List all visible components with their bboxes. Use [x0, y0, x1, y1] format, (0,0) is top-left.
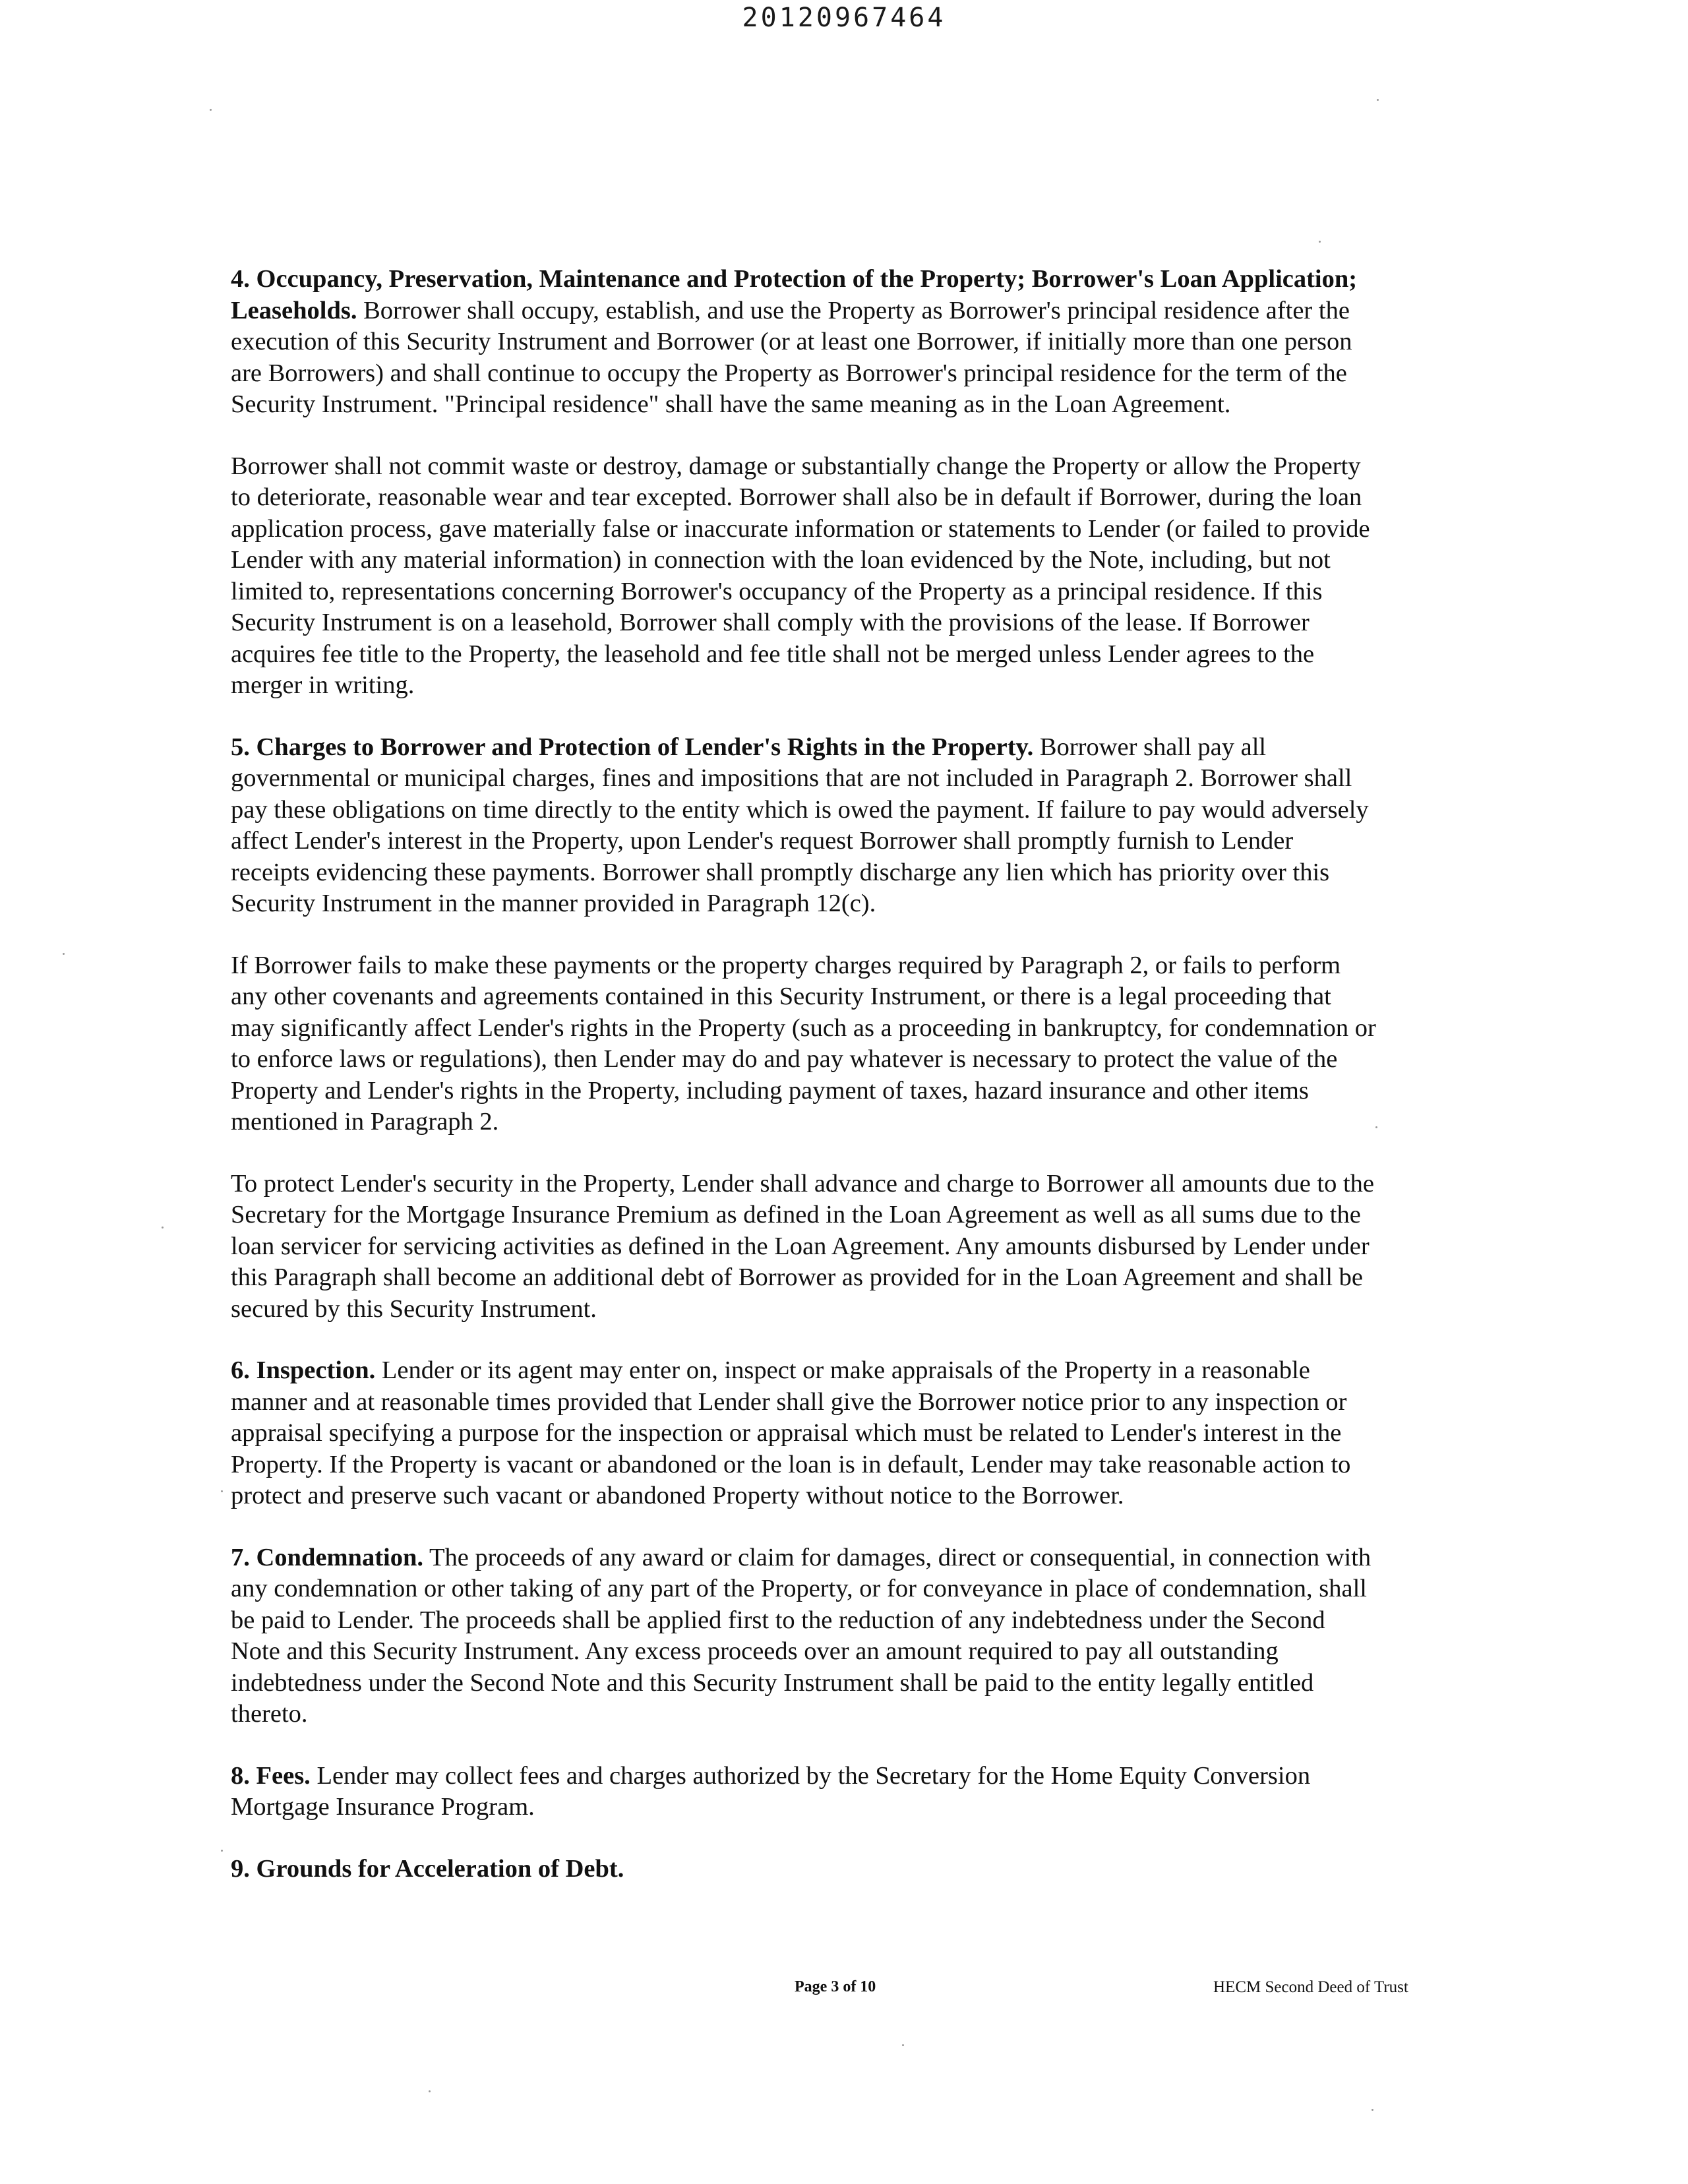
section-heading: 5. Charges to Borrower and Protection of Lender's Rights in the Property.	[231, 733, 1034, 761]
document-body	[231, 264, 1378, 1915]
section-4-waste-paragraph	[231, 451, 1378, 702]
section-text: To protect Lender's security in the Property, Lender shall advance and charge to Borrower all amounts due to the Secretary for the Mortgage Insurance Premium as defined in the Loan Agreement as well as all sums due to the loan servicer for servicing activities as defined in the Loan Agreement. Any amounts disbursed by Lender under this Paragraph shall become an additional debt of Borrower as provided for in the Loan Agreement and shall be secured by this Security Instrument.	[231, 1169, 1375, 1323]
document-number: 20120967464	[742, 3, 946, 33]
scan-speck	[1319, 241, 1321, 243]
section-text: Borrower shall occupy, establish, and use the Property as Borrower's principal residence after the execution of this Security Instrument and Borrower (or at least one Borrower, if initially more than one person are Borrowers) and shall continue to occupy the Property as Borrower's principal residence for the term of the Security Instrument. "Principal residence" shall have the same meaning as in the Loan Agreement.	[231, 296, 1352, 418]
section-text: Borrower shall not commit waste or destroy, damage or substantially change the Property or allow the Property to deteriorate, reasonable wear and tear excepted. Borrower shall also be in default if Borrower, during the loan application process, gave materially false or inaccurate information or statements to Lender (or failed to provide Lender with any material information) in connection with the loan evidenced by the Note, including, but not limited to, representations concerning Borrower's occupancy of the Property as a principal residence. If this Security Instrument is on a leasehold, Borrower shall comply with the provisions of the lease. If Borrower acquires fee title to the Property, the leasehold and fee title shall not be merged unless Lender agrees to the merger in writing.	[231, 452, 1370, 699]
section-heading: 8. Fees.	[231, 1761, 311, 1790]
section-9-acceleration	[231, 1854, 1378, 1885]
section-heading: 7. Condemnation.	[231, 1543, 424, 1571]
scan-speck	[63, 953, 65, 955]
section-5-security-paragraph	[231, 1168, 1378, 1325]
section-text: If Borrower fails to make these payments or the property charges required by Paragraph 2, or fails to perform any other covenants and agreements contained in this Security Instrument, or there is a legal proceeding that may significantly affect Lender's rights in the Property (such as a proceeding in bankruptcy, for condemnation or to enforce laws or regulations), then Lender may do and pay whatever is necessary to protect the value of the Property and Lender's rights in the Property, including payment of taxes, hazard insurance and other items mentioned in Paragraph 2.	[231, 951, 1376, 1136]
scan-speck	[221, 1490, 223, 1492]
section-8-fees	[231, 1761, 1378, 1823]
scan-speck	[162, 1227, 164, 1228]
section-heading: 4. Occupancy, Preservation, Maintenance and Protection of the Property; Borrower's Loan Application; Leaseholds.	[231, 265, 1358, 324]
section-text: Lender may collect fees and charges authorized by the Secretary for the Home Equity Conversion Mortgage Insurance Program.	[231, 1761, 1311, 1821]
page-number: Page 3 of 10	[795, 1978, 876, 1995]
footer-document-title: HECM Second Deed of Trust	[1213, 1978, 1408, 1996]
section-text: Borrower shall pay all governmental or municipal charges, fines and impositions that are not included in Paragraph 2. Borrower shall pay these obligations on time directly to the entity which is owed the payment. If failure to pay would adversely affect Lender's interest in the Property, upon Lender's request Borrower shall promptly furnish to Lender receipts evidencing these payments. Borrower shall promptly discharge any lien which has priority over this Security Instrument in the manner provided in Paragraph 12(c).	[231, 733, 1369, 917]
section-4-occupancy	[231, 264, 1378, 421]
scan-speck	[1372, 2109, 1373, 2111]
section-5-failure-paragraph	[231, 950, 1378, 1138]
scan-speck	[429, 2090, 431, 2092]
section-6-inspection	[231, 1355, 1378, 1512]
scan-speck	[1375, 1126, 1377, 1128]
section-text: Lender or its agent may enter on, inspect or make appraisals of the Property in a reasonable manner and at reasonable times provided that Lender shall give the Borrower notice prior to any inspection or appraisal specifying a purpose for the inspection or appraisal which must be related to Lender's interest in the Property. If the Property is vacant or abandoned or the loan is in default, Lender may take reasonable action to protect and preserve such vacant or abandoned Property without notice to the Borrower.	[231, 1356, 1351, 1509]
scan-speck	[221, 1850, 223, 1852]
section-heading: 9. Grounds for Acceleration of Debt.	[231, 1854, 624, 1883]
section-heading: 6. Inspection.	[231, 1356, 376, 1384]
section-text: The proceeds of any award or claim for damages, direct or consequential, in connection with any condemnation or other taking of any part of the Property, or for conveyance in place of condemnation, shall be paid to Lender. The proceeds shall be applied first to the reduction of any indebtedness under the Second Note and this Security Instrument. Any excess proceeds over an amount required to pay all outstanding indebtedness under the Second Note and this Security Instrument shall be paid to the entity legally entitled thereto.	[231, 1543, 1372, 1728]
section-7-condemnation	[231, 1542, 1378, 1730]
scan-speck	[210, 109, 212, 111]
scan-speck	[1377, 99, 1379, 101]
scan-speck	[902, 2044, 904, 2046]
section-5-charges	[231, 732, 1378, 920]
